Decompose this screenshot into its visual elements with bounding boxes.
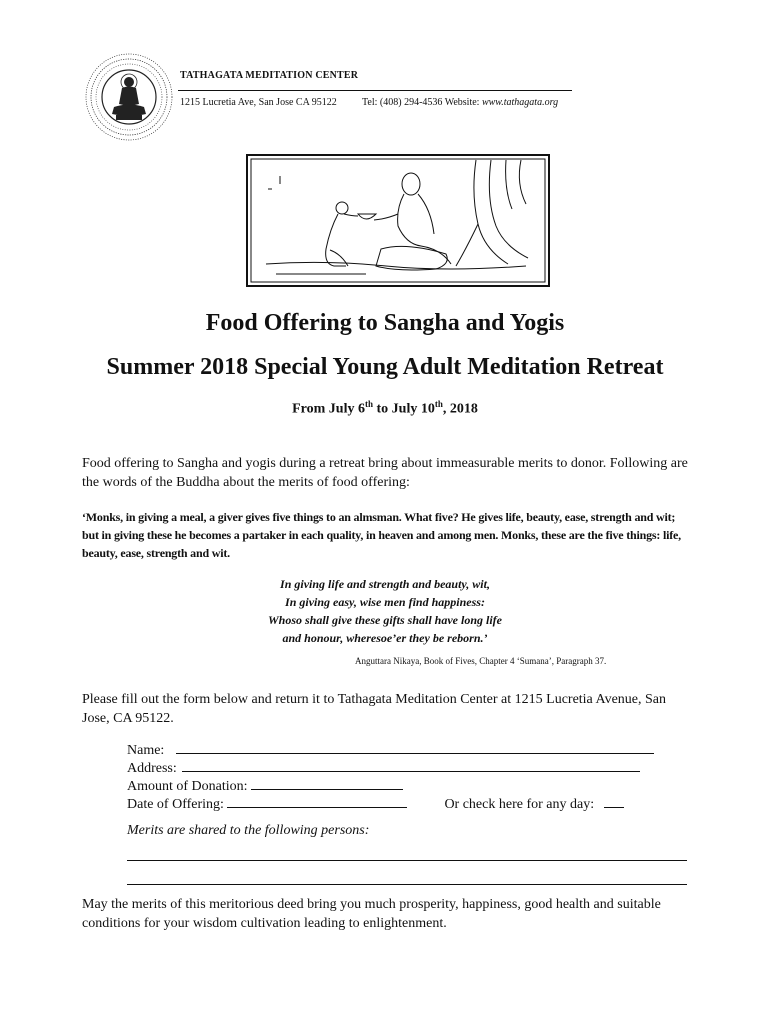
dates-to-sup: th — [434, 399, 443, 409]
dates-from: From July 6 — [292, 401, 365, 417]
date-row — [127, 795, 624, 813]
any-day-label: Or check here for any day: — [444, 797, 595, 812]
amount-label: Amount of Donation: — [127, 779, 248, 794]
verse-line: and honour, wheresoe’er they be reborn.’ — [282, 631, 488, 645]
name-label: Name: — [127, 743, 165, 758]
org-tel: Tel: (408) 294-4536 Website: — [362, 97, 482, 108]
org-name: TATHAGATA MEDITATION CENTER — [180, 70, 359, 81]
amount-row — [127, 777, 403, 795]
alms-offering-illustration-icon — [246, 154, 550, 287]
date-field[interactable] — [227, 795, 407, 808]
instructions-paragraph: Please fill out the form below and return it to Tathagata Meditation Center at 1215 Lucretia Avenue, San Jose, CA 95122. — [82, 692, 667, 726]
dates-to: to July 10 — [373, 401, 435, 417]
closing-paragraph: May the merits of this meritorious deed bring you much prosperity, happiness, good health and suitable conditions for your wisdom cultivation leading to enlightenment. — [82, 897, 661, 931]
dates-from-sup: th — [364, 399, 373, 409]
intro-paragraph: Food offering to Sangha and yogis during a retreat bring about immeasurable merits to donor. Following are the words of the Buddha about the merits of food offering: — [82, 456, 688, 490]
dates-year: , 2018 — [442, 401, 478, 417]
name-row — [127, 741, 654, 759]
address-label: Address: — [127, 761, 177, 776]
merits-label: Merits are shared to the following persons: — [127, 823, 370, 838]
verse-block — [0, 575, 770, 647]
meditating-buddha-seal-icon — [84, 52, 174, 142]
page-title: Food Offering to Sangha and Yogis — [205, 310, 565, 336]
citation: Anguttara Nikaya, Book of Fives, Chapter 4 ‘Sumana’, Paragraph 37. — [355, 656, 607, 666]
verse-line: In giving easy, wise men find happiness: — [285, 595, 485, 609]
org-website[interactable]: www.tathagata.org — [481, 97, 559, 108]
any-day-checkbox[interactable] — [604, 795, 624, 808]
org-contact — [362, 97, 558, 108]
amount-field[interactable] — [251, 777, 403, 790]
buddha-quote: ‘Monks, in giving a meal, a giver gives five things to an almsman. What five? He gives life, beauty, ease, strength and wit; but in giving these he becomes a partaker in each quality, in heaven and among men. Monks, these are the five things: life, beauty, ease, strength and wit. — [82, 510, 681, 560]
page-subtitle: Summer 2018 Special Young Adult Meditation Retreat — [106, 354, 664, 380]
retreat-dates — [0, 399, 770, 418]
address-row — [127, 759, 640, 777]
address-field[interactable] — [182, 759, 640, 772]
date-label: Date of Offering: — [127, 797, 224, 812]
name-field[interactable] — [176, 741, 654, 754]
org-address: 1215 Lucretia Ave, San Jose CA 95122 — [180, 97, 337, 108]
verse-line: In giving life and strength and beauty, wit, — [280, 577, 490, 591]
merits-field[interactable] — [127, 860, 687, 861]
verse-line: Whoso shall give these gifts shall have long life — [267, 613, 502, 627]
merits-field[interactable] — [127, 884, 687, 885]
header-rule — [178, 90, 572, 91]
